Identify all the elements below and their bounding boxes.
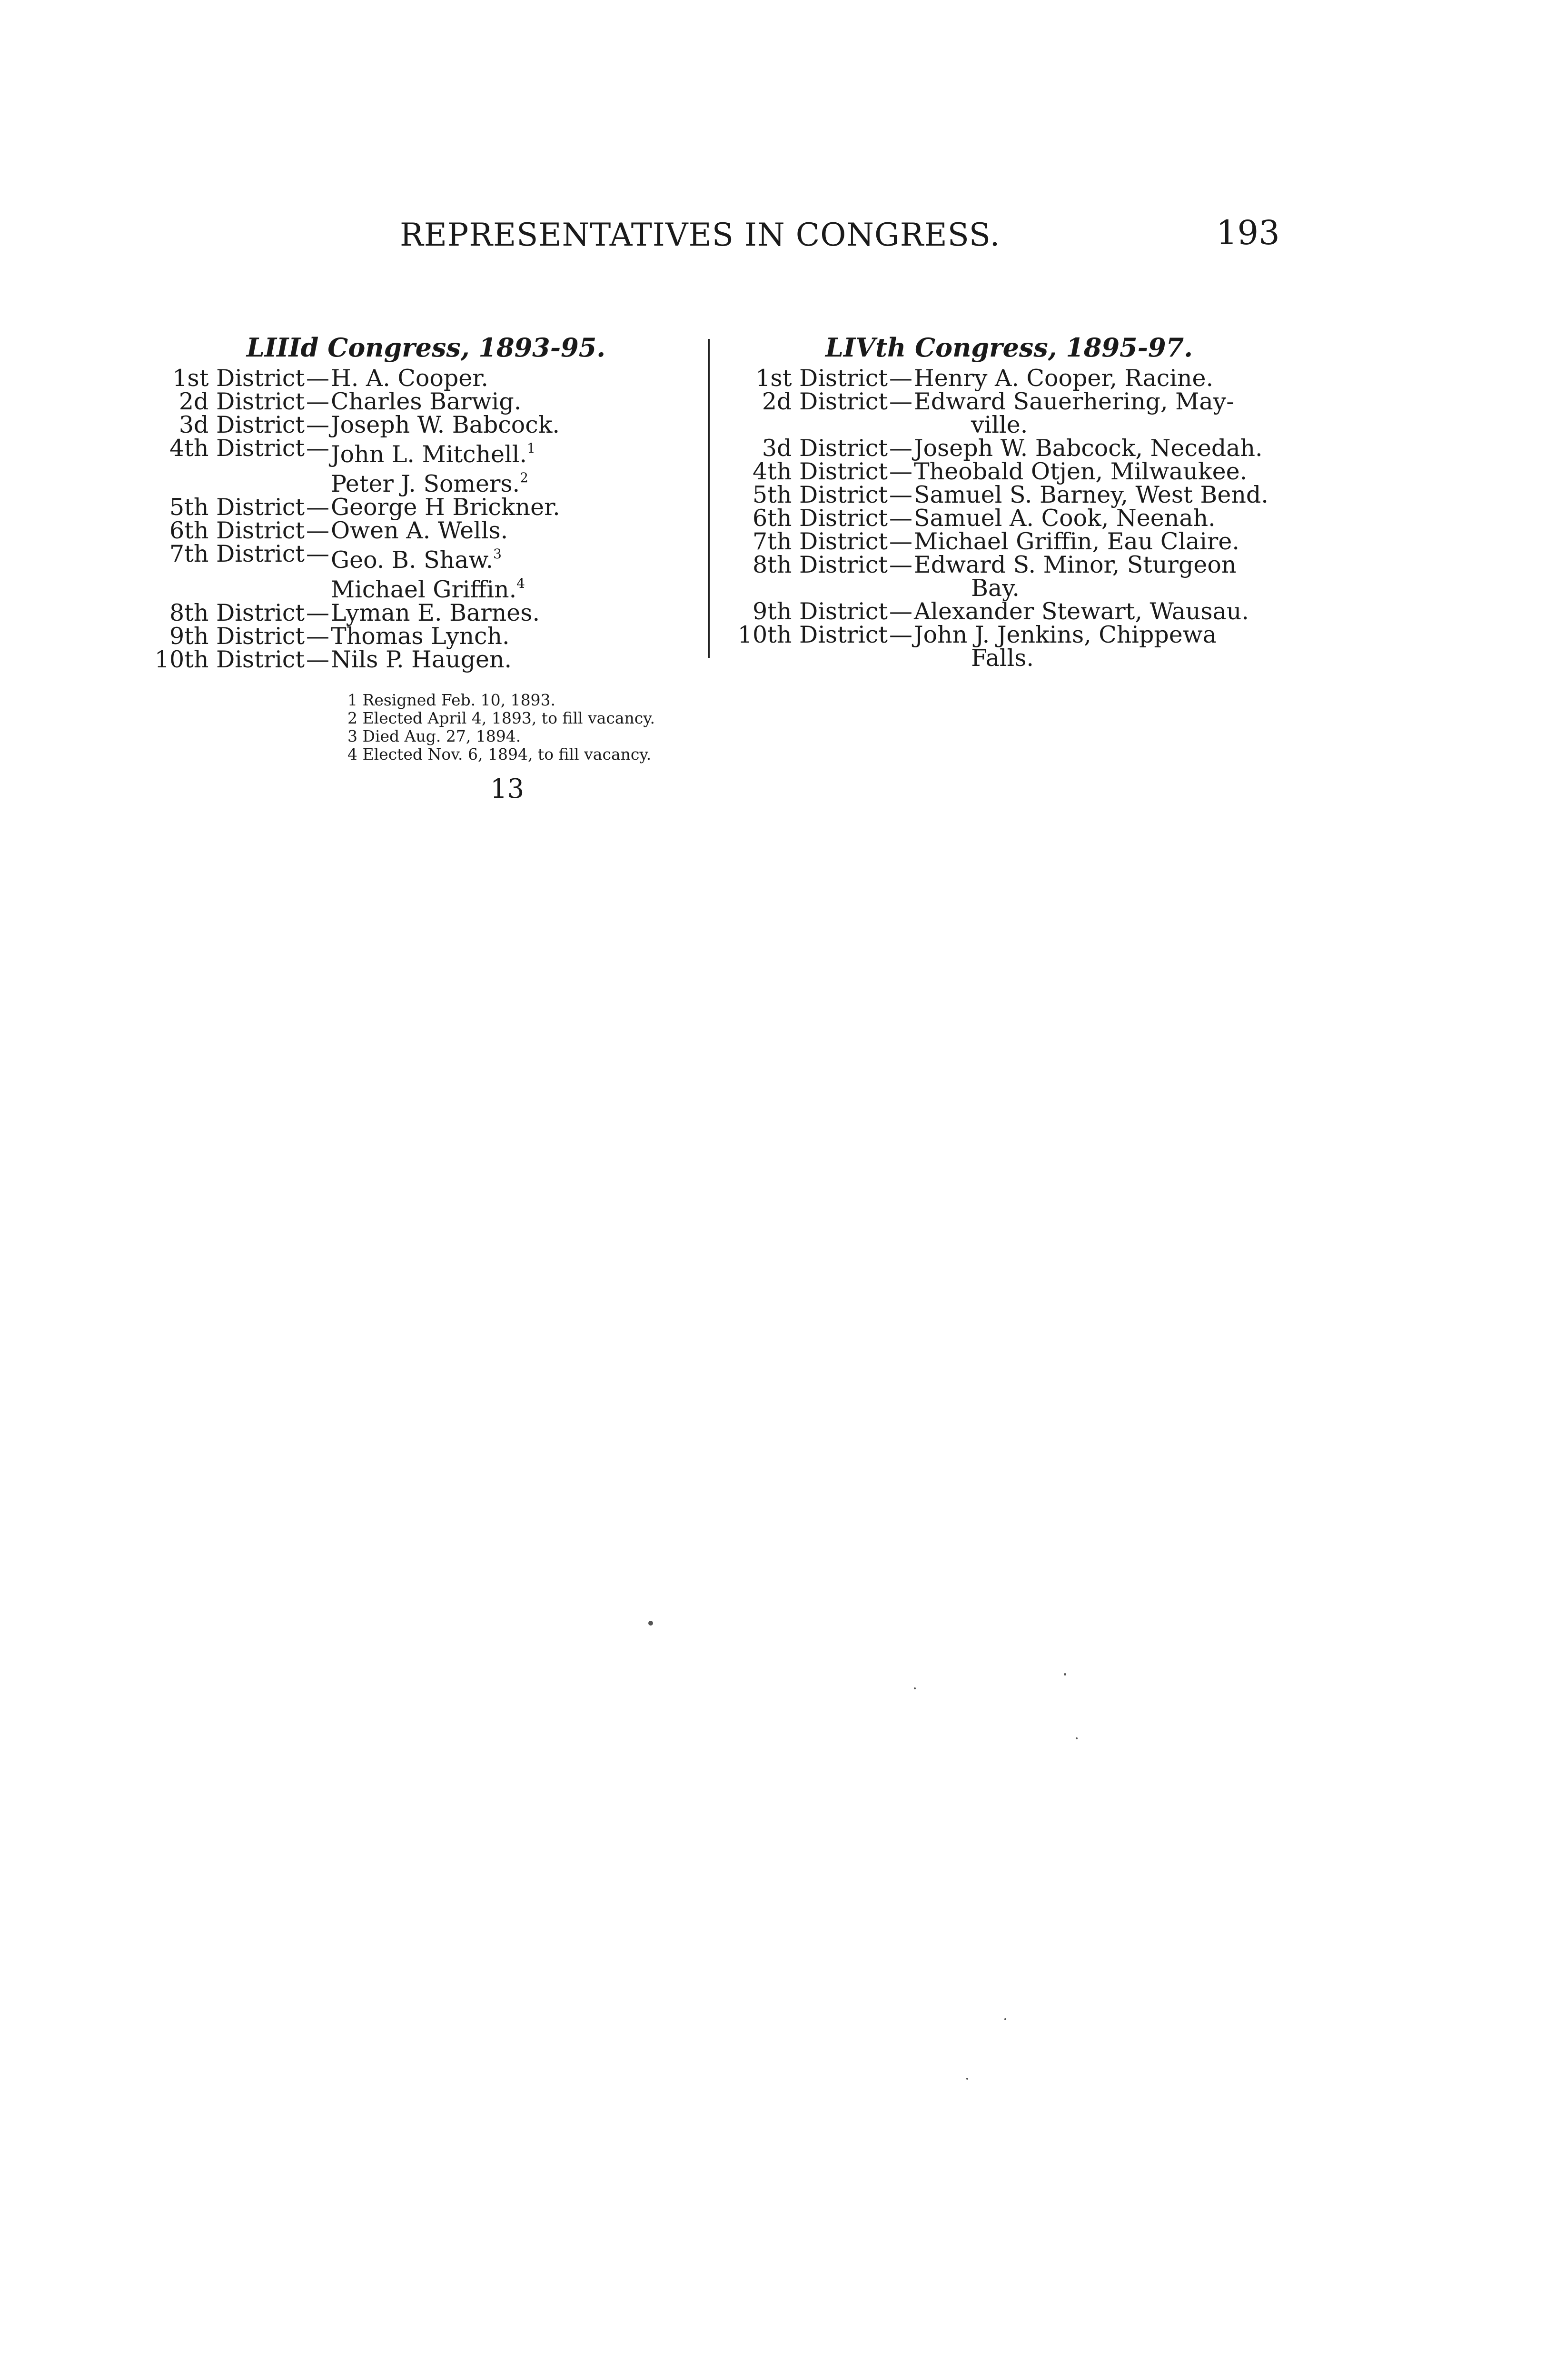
district-label: 7th District (752, 528, 888, 555)
right-district-list (723, 367, 1295, 670)
district-label: 1st District (172, 365, 305, 392)
representative-name: Alexander Stewart, Wausau. (914, 598, 1249, 625)
district-row (145, 542, 707, 572)
district-row-continuation (145, 466, 707, 496)
representative-name: Joseph W. Babcock, Necedah. (914, 435, 1263, 462)
dash: — (889, 435, 912, 462)
district-row (723, 506, 1295, 530)
representative-name: Michael Griffin, Eau Claire. (914, 528, 1239, 555)
column-divider (708, 339, 710, 658)
district-row (723, 600, 1295, 623)
district-label: 9th District (752, 598, 888, 625)
dash: — (306, 517, 329, 544)
district-label: 4th District (752, 458, 888, 485)
representative-name: Joseph W. Babcock. (331, 411, 560, 438)
district-row (145, 390, 707, 413)
representative-name: Owen A. Wells. (331, 517, 508, 544)
district-row (145, 436, 707, 466)
representative-name: Nils P. Haugen. (331, 646, 512, 673)
representative-name: John J. Jenkins, Chippewa (914, 621, 1217, 648)
left-column (145, 328, 707, 671)
representative-name: Thomas Lynch. (331, 623, 510, 650)
name-continuation: Bay. (971, 575, 1020, 602)
district-row (723, 460, 1295, 483)
representative-name: Edward Sauerhering, May- (914, 388, 1234, 415)
district-row (723, 623, 1295, 646)
dash: — (889, 481, 912, 508)
signature-mark: 13 (490, 774, 525, 804)
district-row-continuation (723, 413, 1295, 436)
district-label: 6th District (169, 517, 305, 544)
district-label: 10th District (737, 621, 888, 648)
footnotes (347, 691, 655, 764)
right-column-heading: LIVth Congress, 1895-97. (825, 332, 1193, 363)
dash: — (306, 623, 329, 650)
scan-speck (1076, 1737, 1078, 1739)
dash: — (306, 411, 329, 438)
dash: — (889, 505, 912, 532)
representative-name: H. A. Cooper. (331, 365, 488, 392)
district-label: 4th District (169, 435, 305, 462)
name-continuation: ville. (971, 411, 1028, 438)
dash: — (889, 528, 912, 555)
representative-name: Charles Barwig. (331, 388, 522, 415)
district-label: 9th District (169, 623, 305, 650)
footnote: 1 Resigned Feb. 10, 1893. (347, 691, 556, 709)
district-row-continuation (723, 646, 1295, 670)
footnote-ref: 3 (493, 546, 502, 562)
district-row (723, 390, 1295, 413)
dash: — (306, 540, 329, 567)
district-row (723, 436, 1295, 460)
successor-name (331, 466, 707, 496)
district-row (723, 553, 1295, 576)
dash: — (306, 646, 329, 673)
name-text: Peter J. Somers. (331, 470, 520, 497)
successor-name (331, 572, 707, 601)
representative-name (331, 542, 707, 572)
name-continuation: Falls. (971, 645, 1034, 672)
dash: — (889, 621, 912, 648)
footnote-ref: 2 (520, 470, 528, 486)
scan-speck (966, 2078, 968, 2080)
name-text: Geo. B. Shaw. (331, 546, 494, 574)
district-row (145, 519, 707, 542)
right-column (723, 328, 1295, 670)
district-label: 8th District (752, 551, 888, 578)
dash: — (306, 494, 329, 521)
district-label: 3d District (178, 411, 305, 438)
district-label: 6th District (752, 505, 888, 532)
footnote-ref: 4 (516, 575, 525, 591)
district-label: 8th District (169, 599, 305, 626)
scan-speck (1004, 2018, 1006, 2020)
representative-name: Samuel A. Cook, Neenah. (914, 505, 1216, 532)
footnote-ref: 1 (526, 440, 535, 456)
district-row-continuation (145, 572, 707, 601)
representative-name: Edward S. Minor, Sturgeon (914, 551, 1237, 578)
footnote: 4 Elected Nov. 6, 1894, to fill vacancy. (347, 745, 652, 764)
dash: — (889, 365, 912, 392)
district-label: 7th District (169, 540, 305, 567)
district-row (145, 601, 707, 625)
district-label: 10th District (154, 646, 305, 673)
scan-speck (914, 1687, 916, 1689)
dash: — (306, 365, 329, 392)
footnote: 3 Died Aug. 27, 1894. (347, 727, 521, 745)
district-row (723, 367, 1295, 390)
footnote: 2 Elected April 4, 1893, to fill vacancy. (347, 709, 655, 727)
representative-name: George H Brickner. (331, 494, 560, 521)
dash: — (306, 599, 329, 626)
running-head: REPRESENTATIVES IN CONGRESS. (400, 217, 1001, 253)
district-row-continuation (723, 576, 1295, 600)
district-label: 2d District (178, 388, 305, 415)
dash: — (889, 551, 912, 578)
scan-speck (1064, 1673, 1066, 1676)
left-column-heading: LIIId Congress, 1893-95. (246, 332, 606, 363)
dash: — (889, 598, 912, 625)
left-district-list (145, 367, 707, 671)
district-label: 5th District (169, 494, 305, 521)
representative-name: Henry A. Cooper, Racine. (914, 365, 1214, 392)
dash: — (306, 388, 329, 415)
dash: — (889, 388, 912, 415)
representative-name: Samuel S. Barney, West Bend. (914, 481, 1269, 508)
dash: — (889, 458, 912, 485)
district-label: 1st District (755, 365, 888, 392)
district-row (145, 648, 707, 671)
representative-name: Lyman E. Barnes. (331, 599, 540, 626)
district-label: 3d District (762, 435, 888, 462)
district-row (145, 496, 707, 519)
name-text: John L. Mitchell. (331, 441, 527, 468)
name-text: Michael Griffin. (331, 576, 517, 603)
dash: — (306, 435, 329, 462)
district-row (145, 367, 707, 390)
district-label: 5th District (752, 481, 888, 508)
page-number: 193 (1216, 213, 1280, 252)
district-row (145, 625, 707, 648)
scan-speck (648, 1621, 653, 1626)
representative-name (331, 436, 707, 466)
district-row (145, 413, 707, 436)
district-row (723, 483, 1295, 506)
district-label: 2d District (762, 388, 888, 415)
representative-name: Theobald Otjen, Milwaukee. (914, 458, 1248, 485)
district-row (723, 530, 1295, 553)
